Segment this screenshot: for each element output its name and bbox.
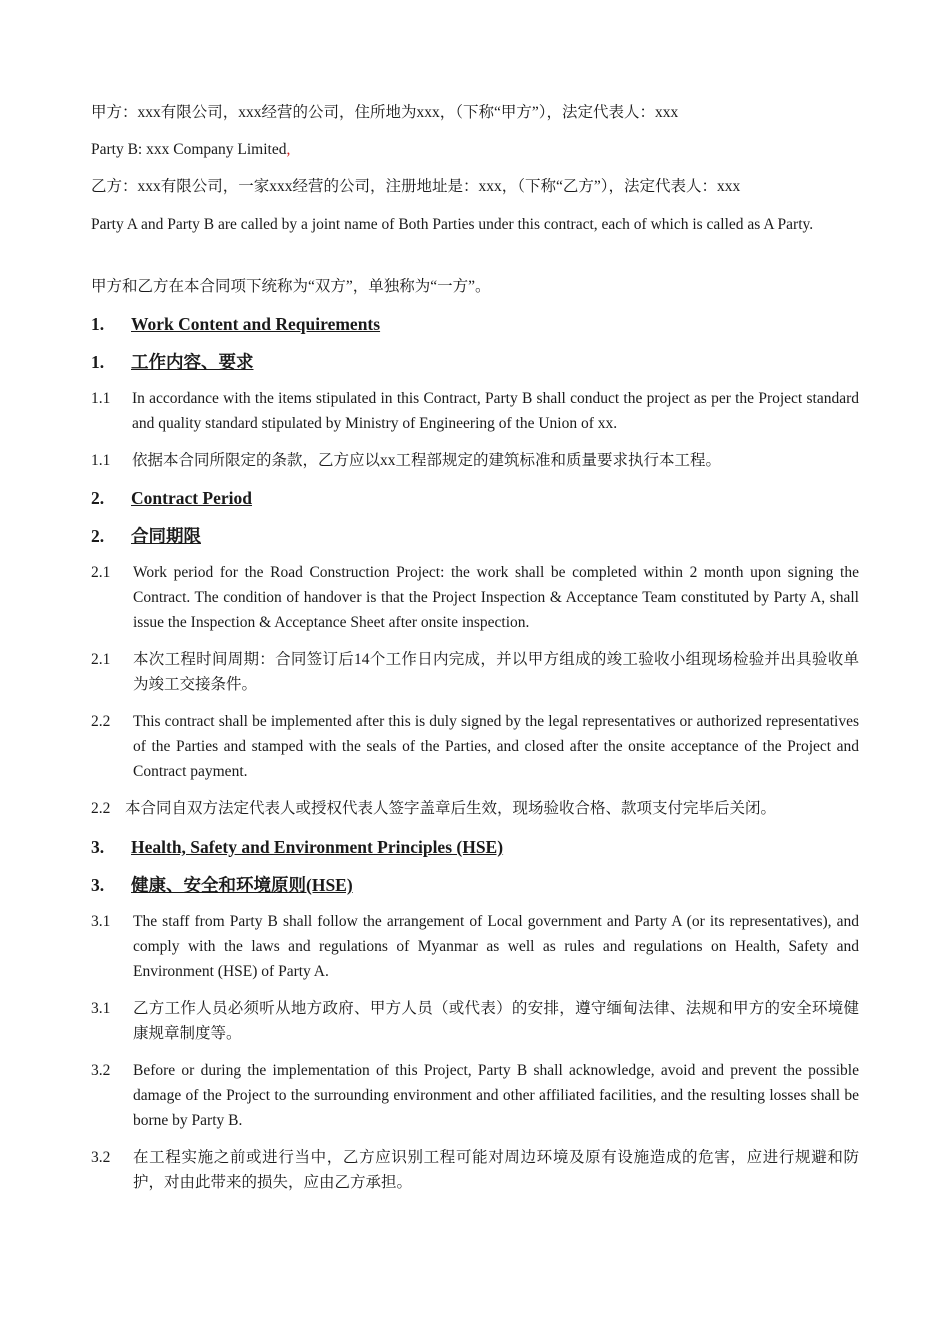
clause-text: The staff from Party B shall follow the arrangement of Local government and Party A (or its representatives), and comply with the laws and regulations of Myanmar as well as rules and regulations on Health, Safety and Environment (HSE) of Party A. <box>133 913 859 980</box>
clause-number: 3.1 <box>91 913 111 930</box>
clause-text: Work period for the Road Construction Project: the work shall be completed within 2 month upon signing the Contract. The condition of handover is that the Project Inspection & Acceptance Team constituted by Party A, shall issue the Inspection & Acceptance Sheet after onsite inspection. <box>133 564 859 631</box>
party-b-en-punct: , <box>286 141 291 158</box>
section-number: 1. <box>91 314 105 334</box>
clause-1-1-en <box>91 386 859 436</box>
clause-3-1-en <box>91 909 859 984</box>
clause-number: 2.2 <box>91 800 111 817</box>
party-b-zh: 乙方：xxx有限公司，一家xxx经营的公司，注册地址是：xxx，（下称“乙方”），法定代表人：xxx <box>91 178 741 195</box>
section-number: 1. <box>91 352 105 372</box>
clause-number: 2.1 <box>91 651 111 668</box>
clause-text: 乙方工作人员必须听从地方政府、甲方人员（或代表）的安排，遵守缅甸法律、法规和甲方的安全环境健康规章制度等。 <box>133 1000 859 1042</box>
section-number: 3. <box>91 875 105 895</box>
section-3-heading-zh <box>91 872 353 898</box>
clause-3-2-zh <box>91 1145 859 1195</box>
section-title: Health, Safety and Environment Principles (HSE) <box>131 837 504 857</box>
section-title: 合同期限 <box>131 526 201 546</box>
clause-text: In accordance with the items stipulated in this Contract, Party B shall conduct the project as per the Project standard and quality standard stipulated by Ministry of Engineering of the Union of xx. <box>132 390 859 432</box>
both-parties-zh: 甲方和乙方在本合同项下统称为“双方”，单独称为“一方”。 <box>91 278 491 295</box>
clause-text: Before or during the implementation of this Project, Party B shall acknowledge, avoid and prevent the possible damage of the Project to the surrounding environment and other affiliated facilities, and the resulting losses shall be borne by Party B. <box>133 1062 859 1129</box>
section-number: 2. <box>91 488 105 508</box>
clause-text: 本合同自双方法定代表人或授权代表人签字盖章后生效，现场验收合格、款项支付完毕后关闭。 <box>125 800 777 817</box>
section-title: 健康、安全和环境原则(HSE) <box>131 875 353 895</box>
section-3-heading-en <box>91 834 503 860</box>
clause-2-2-en <box>91 709 859 784</box>
section-2-heading-zh <box>91 523 201 549</box>
clause-number: 1.1 <box>91 390 111 407</box>
both-parties-en: Party A and Party B are called by a joint name of Both Parties under this contract, each of which is called as A Party. <box>91 216 814 233</box>
clause-number: 2.2 <box>91 713 111 730</box>
clause-number: 2.1 <box>91 564 111 581</box>
party-b-en <box>91 137 861 162</box>
clause-3-2-en <box>91 1058 859 1133</box>
clause-2-2-zh <box>91 796 859 821</box>
clause-3-1-zh <box>91 996 859 1046</box>
clause-2-1-en <box>91 560 859 635</box>
clause-text: 依据本合同所限定的条款，乙方应以xx工程部规定的建筑标准和质量要求执行本工程。 <box>132 452 722 469</box>
clause-text: 本次工程时间周期：合同签订后14个工作日内完成，并以甲方组成的竣工验收小组现场检验并出具验收单为竣工交接条件。 <box>133 651 859 693</box>
section-number: 2. <box>91 526 105 546</box>
clause-2-1-zh <box>91 647 859 697</box>
section-title: Contract Period <box>131 488 253 508</box>
section-title: Work Content and Requirements <box>131 314 381 334</box>
section-1-heading-zh <box>91 349 254 375</box>
clause-text: 在工程实施之前或进行当中，乙方应识别工程可能对周边环境及原有设施造成的危害，应进行规避和防护，对由此带来的损失，应由乙方承担。 <box>133 1149 859 1191</box>
section-1-heading-en <box>91 311 380 337</box>
party-b-en-text: Party B: xxx Company Limited <box>91 141 287 158</box>
clause-number: 1.1 <box>91 452 111 469</box>
clause-text: This contract shall be implemented after this is duly signed by the legal representatives or authorized representatives of the Parties and stamped with the seals of the Parties, and closed after the onsite acceptance of the Project and Contract payment. <box>133 713 859 780</box>
clause-number: 3.2 <box>91 1062 111 1079</box>
clause-number: 3.1 <box>91 1000 111 1017</box>
section-title: 工作内容、要求 <box>131 352 254 372</box>
clause-1-1-zh <box>91 448 859 473</box>
section-number: 3. <box>91 837 105 857</box>
section-2-heading-en <box>91 485 252 511</box>
clause-number: 3.2 <box>91 1149 111 1166</box>
party-a-zh: 甲方：xxx有限公司，xxx经营的公司，住所地为xxx，（下称“甲方”），法定代表人：xxx <box>91 104 679 121</box>
